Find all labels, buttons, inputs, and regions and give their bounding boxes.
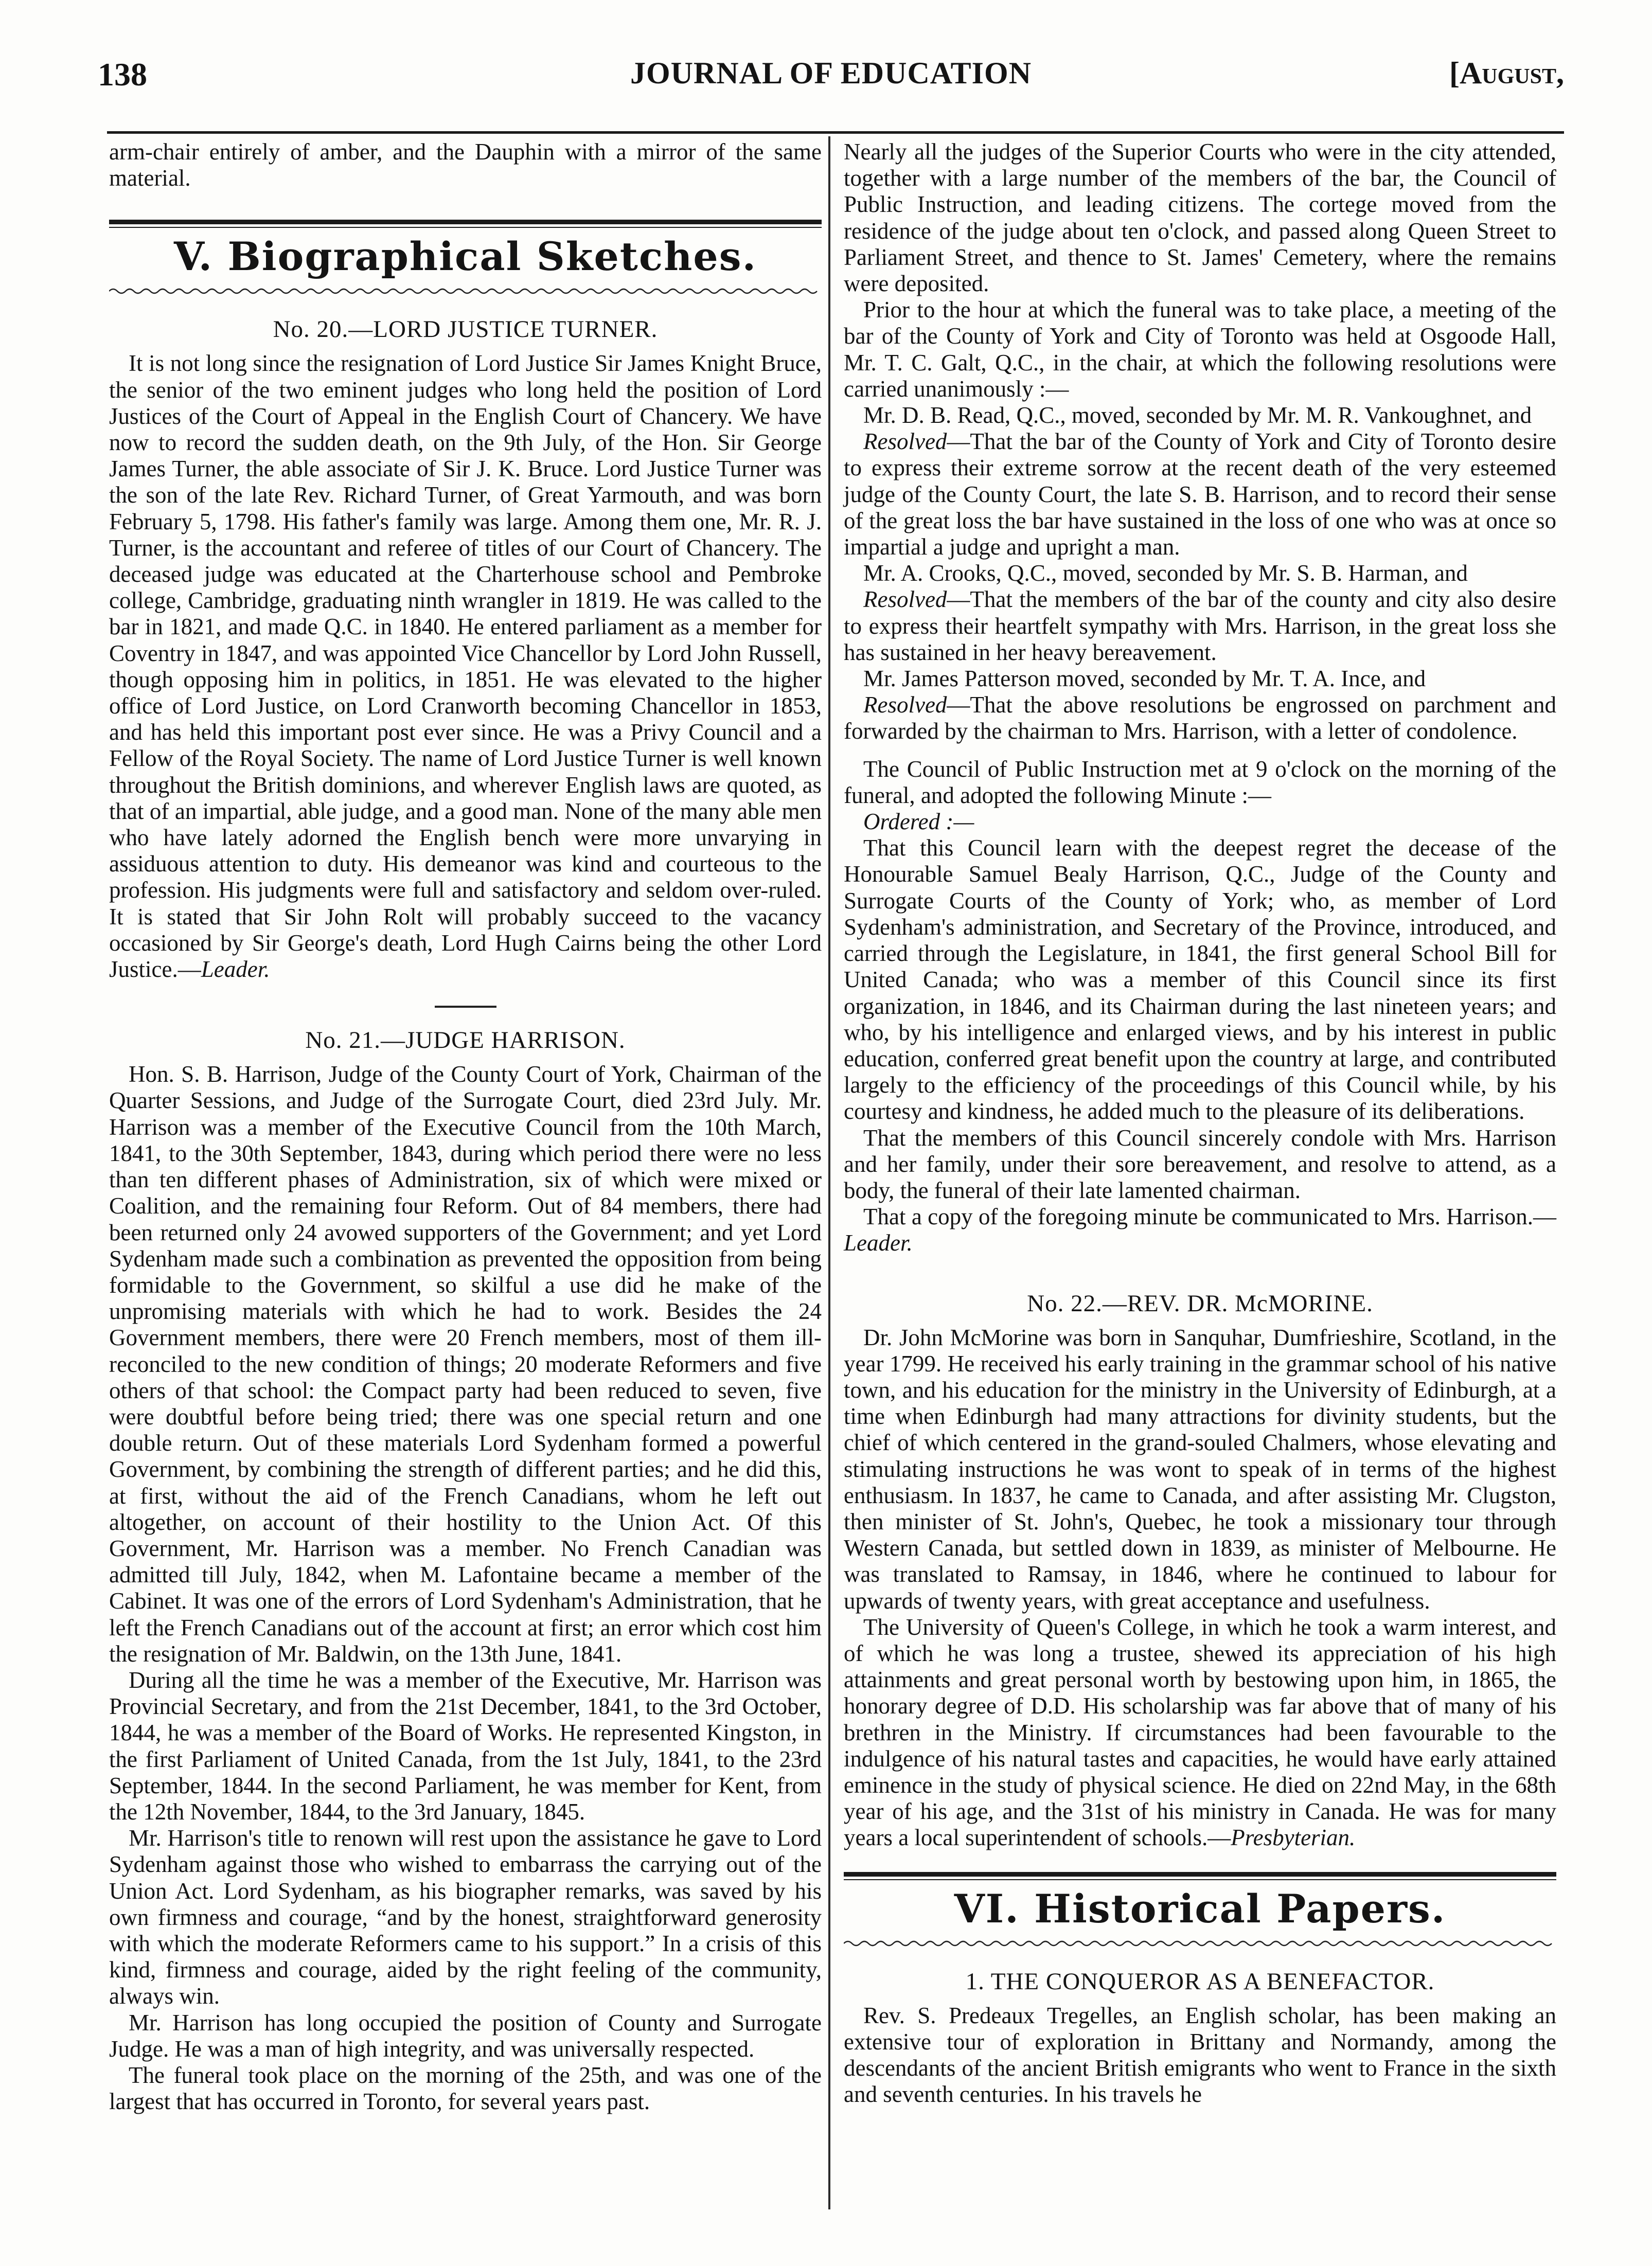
header-month: [August,	[1449, 56, 1564, 90]
left-column	[109, 139, 822, 2115]
source-credit: Presbyterian.	[1231, 1825, 1356, 1851]
article-paragraph: The funeral took place on the morning of the 25th, and was one of the largest that has occurred in Toronto, for several years past.	[109, 2062, 822, 2115]
minute-paragraph: That a copy of the foregoing minute be communicated to Mrs. Harrison.—Leader.	[844, 1204, 1556, 1256]
minute-paragraph: That the members of this Council sincerely condole with Mrs. Harrison and her family, under their sore bereavement, and resolve to attend, as a body, the funeral of their late lamented chairman.	[844, 1125, 1556, 1203]
article-paragraph: The University of Queen's College, in which he took a warm interest, and of which he was long a trustee, shewed its appreciation of his high attainments and great personal worth by bestowing upon him, in 1865, the honorary degree of D.D. His scholarship was far above that of many of his brethren in the Ministry. If circumstances had been favourable to the indulgence of his natural tastes and capacities, he would have early attained eminence in the study of physical science. He died on 22nd May, in the 68th year of his age, and the 31st of his ministry in Canada. He was for many years a local superintendent of schools.—Presbyterian.	[844, 1614, 1556, 1851]
article-title-mcmorine: No. 22.—REV. DR. McMORINE.	[1027, 1290, 1373, 1317]
resolution-paragraph: Resolved—That the members of the bar of the county and city also desire to express their heartfelt sympathy with Mrs. Harrison, in the great loss she has sustained in her heavy bereavement.	[844, 586, 1556, 665]
article-body-turner: It is not long since the resignation of Lord Justice Sir James Knight Bruce, the senior of the two eminent judges who long held the position of Lord Justices of the Court of Appeal in the English Court of Chancery. We have now to record the sudden death, on the 9th July, of the Hon. Sir George James Turner, the able associate of Sir J. K. Bruce. Lord Justice Turner was the son of the late Rev. Richard Turner, of Great Yarmouth, and was born February 5, 1798. His father's family was large. Among them one, Mr. R. J. Turner, is the accountant and referee of titles of our Court of Chancery. The deceased judge was educated at the Charterhouse school and Pembroke college, Cambridge, graduating ninth wrangler in 1819. He was called to the bar in 1821, and made Q.C. in 1840. He entered parliament as a member for Coventry in 1847, and was appointed Vice Chancellor by Lord John Russell, though opposing him in politics, in 1851. He was elevated to the higher office of Lord Justice, on Lord Cranworth becoming Chancellor in 1853, and has held this important post ever since. He was a Privy Council and a Fellow of the Royal Society. The name of Lord Justice Turner is well known throughout the British dominions, and wherever English laws are quoted, as that of an impartial, able judge, and a good man. None of the many able men who have lately adorned the English bench were more unvarying in assiduous attention to duty. His demeanor was kind and courteous to the profession. His judgments were full and satisfactory and seldom over-ruled. It is stated that Sir John Rolt will probably succeed to the vacancy occasioned by Sir George's death, Lord Hugh Cairns being the other Lord Justice.—Leader.	[109, 350, 822, 983]
minute-paragraph: That this Council learn with the deepest regret the decease of the Honourable Samuel Bealy Harrison, Q.C., Judge of the County and Surrogate Courts of the County of York; who, as member of Lord Sydenham's administration, and Secretary of the Province, introduced, and carried through the Legislature, in 1841, the first general School Bill for United Canada; who was a member of this Council since its first organization, in 1846, and its Chairman during the last nineteen years; and who, by his intelligence and enlarged views, and by his interest in public education, conferred great benefit upon the country at large, and contributed largely to the efficiency of the proceedings of this Council while, by his courtesy and kindness, he added much to the pleasure of its deliberations.	[844, 835, 1556, 1125]
article-paragraph: During all the time he was a member of the Executive, Mr. Harrison was Provincial Secretary, and from the 21st December, 1841, to the 3rd October, 1844, he was a member of the Board of Works. He represented Kingston, in the first Parliament of United Canada, from the 1st July, 1841, to the 23rd September, 1844. In the second Parliament, he was member for Kent, from the 12th November, 1844, to the 3rd January, 1845.	[109, 1667, 822, 1825]
article-paragraph: The Council of Public Instruction met at 9 o'clock on the morning of the funeral, and adopted the following Minute :—	[844, 756, 1556, 808]
resolution-paragraph: Resolved—That the above resolutions be engrossed on parchment and forwarded by the chairman to Mrs. Harrison, with a letter of condolence.	[844, 692, 1556, 744]
article-paragraph: Rev. S. Predeaux Tregelles, an English scholar, has been making an extensive tour of exploration in Brittany and Normandy, among the descendants of the ancient British emigrants who went to France in the sixth and seventh centuries. In his travels he	[844, 2002, 1556, 2108]
ordered-label: Ordered :—	[863, 809, 974, 835]
article-paragraph: Prior to the hour at which the funeral was to take place, a meeting of the bar of the County of York and City of Toronto was held at Osgoode Hall, Mr. T. C. Galt, Q.C., in the chair, at which the following resolutions were carried unanimously :—	[844, 297, 1556, 402]
article-title-harrison: No. 21.—JUDGE HARRISON.	[305, 1027, 626, 1054]
column-divider	[828, 136, 830, 2209]
article-paragraph: Mr. James Patterson moved, seconded by Mr. T. A. Ince, and	[863, 666, 1426, 692]
section-heading-biographical: V. Biographical Sketches.	[173, 234, 757, 280]
article-paragraph: Hon. S. B. Harrison, Judge of the County Court of York, Chairman of the Quarter Sessions, and Judge of the Surrogate Court, died 23rd July. Mr. Harrison was a member of the Executive Council from the 10th March, 1841, to the 30th September, 1843, during which period there were no less than ten different phases of Administration, six of which were mixed or Coalition, and the remaining four Reform. Out of 84 members, there had been returned only 24 avowed supporters of the Government; and yet Lord Sydenham made such a combination as prevented the opposition from being formidable to the Government, so skilful a use did he make of the unpromising materials with which he had to work. Besides the 24 Government members, there were 20 French members, most of them ill-reconciled to the new condition of things; 20 moderate Reformers and five others of that school: the Compact party had been reduced to seven, five were doubtful before being tried; there was one special return and one double return. Out of these materials Lord Sydenham formed a powerful Government, by combining the strength of different parties; and he did this, at first, without the aid of the French Canadians, whom he left out altogether, on account of their hostility to the Union Act. Of this Government, Mr. Harrison was a member. No French Canadian was admitted till July, 1842, when M. Lafontaine became a member of the Cabinet. It was one of the errors of Lord Sydenham's Administration, that he left the French Canadians out of the account at first; an error which cost him the resignation of Mr. Baldwin, on the 13th June, 1841.	[109, 1061, 822, 1667]
article-paragraph: Mr. Harrison's title to renown will rest upon the assistance he gave to Lord Sydenham against those who wished to embarrass the carrying out of the Union Act. Lord Sydenham, as his biographer remarks, was saved by his own firmness and courage, “and by the honest, straightforward generosity with which the moderate Reformers came to his support.” In a crisis of this kind, firmness and courage, aided by the right feeling of the community, always win.	[109, 1825, 822, 2009]
article-paragraph: Mr. Harrison has long occupied the position of County and Surrogate Judge. He was a man of high integrity, and was universally respected.	[109, 2009, 822, 2062]
journal-title: JOURNAL OF EDUCATION	[630, 56, 1032, 90]
continued-paragraph: arm-chair entirely of amber, and the Dauphin with a mirror of the same material.	[109, 139, 822, 191]
wavy-rule	[844, 1938, 1556, 1949]
page-header	[98, 56, 1564, 112]
source-credit: Leader.	[844, 1230, 913, 1256]
wavy-rule	[109, 286, 822, 297]
article-paragraph: Mr. A. Crooks, Q.C., moved, seconded by Mr. S. B. Harman, and	[863, 560, 1468, 586]
right-column	[844, 139, 1556, 2108]
article-title-turner: No. 20.—LORD JUSTICE TURNER.	[273, 316, 658, 343]
section-double-rule	[109, 220, 822, 228]
article-paragraph: Nearly all the judges of the Superior Courts who were in the city attended, together with a large number of the members of the bar, the Council of Public Instruction, and leading citizens. The cortege moved from the residence of the judge about ten o'clock, and passed along Queen Street to Parliament Street, and thence to St. James' Cemetery, where the remains were deposited.	[844, 139, 1556, 297]
page-number: 138	[98, 56, 147, 93]
article-paragraph: Dr. John McMorine was born in Sanquhar, Dumfrieshire, Scotland, in the year 1799. He received his early training in the grammar school of his native town, and his education for the ministry in the University of Edinburgh, at a time when Edinburgh had many attractions for divinity students, but the chief of which centered in the grand-souled Chalmers, whose elevating and stimulating instructions he was wont to speak of in terms of the highest enthusiasm. In 1837, he came to Canada, and after assisting Mr. Clugston, then minister of St. John's, Quebec, he took a missionary tour through Western Canada, but settled down in 1839, as minister of Melbourne. He was translated to Ramsay, in 1846, where he continued to labour for upwards of twenty years, with great acceptance and usefulness.	[844, 1324, 1556, 1614]
article-title-conqueror: 1. THE CONQUEROR AS A BENEFACTOR.	[965, 1968, 1435, 1995]
article-separator	[435, 1006, 496, 1008]
section-double-rule	[844, 1872, 1556, 1880]
resolution-paragraph: Resolved—That the bar of the County of York and City of Toronto desire to express their extreme sorrow at the recent death of the very esteemed judge of the County Court, the late S. B. Harrison, and to record their sense of the great loss the bar have sustained in the loss of one who was at once so impartial a judge and upright a man.	[844, 429, 1556, 560]
source-credit: Leader.	[201, 956, 270, 983]
section-heading-historical: VI. Historical Papers.	[954, 1885, 1446, 1932]
article-paragraph: Mr. D. B. Read, Q.C., moved, seconded by Mr. M. R. Vankoughnet, and	[863, 402, 1532, 429]
header-rule	[107, 131, 1564, 134]
